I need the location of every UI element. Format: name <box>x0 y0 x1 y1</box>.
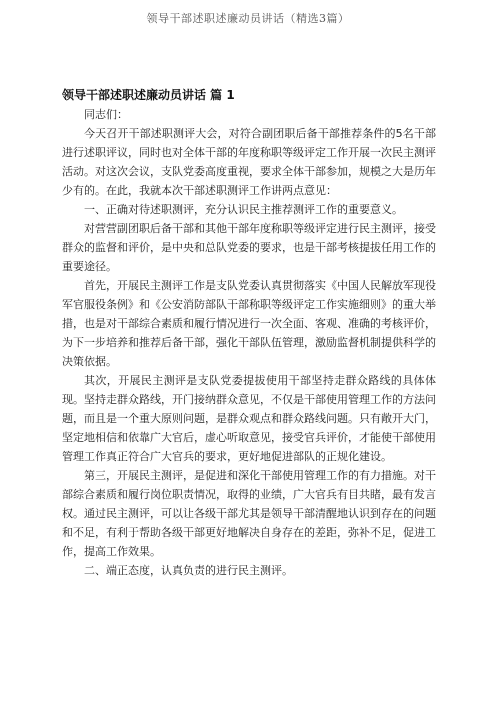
paragraph-third-point: 第三，开展民主测评，是促进和深化干部使用管理工作的有力措施。对干部综合素质和履行岗位职责情况，取得的业绩，广大官兵有目共睹，最有发言权。通过民主测评，可以让各级干部尤其是领导干部清醒地认识到存在的问题和不足，有利于帮助各级干部更好地解决自身存在的差距，弥补不足，促进工作，提高工作效果。 <box>62 469 436 558</box>
paragraph-section-one-heading: 一、正确对待述职测评，充分认识民主推荐测评工作的重要意义。 <box>84 203 403 216</box>
paragraph-second-point: 其次，开展民主测评是支队党委提拔使用干部坚持走群众路线的具体体现。坚持走群众路线，开门接纳群众意见，不仅是干部使用管理工作的方法问题，而且是一个重大原则问题，是群众观点和群众路线问题。只有敞开大门，坚定地相信和依靠广大官后，虚心听取意见，接受官兵评价，才能使干部使用管理工作真正符合广大官兵的要求，更好地促进部队的正规化建设。 <box>62 374 436 463</box>
paragraph-intro: 今天召开干部述职测评大会，对符合副团职后备干部推荐条件的5名干部进行述职评议，同时也对全体干部的年度称职等级评定工作开展一次民主测评活动。对这次会议，支队党委高度重视，要求全体干部参加，规模之大是历年少有的。在此，我就本次干部述职测评工作讲两点意见： <box>62 127 436 197</box>
paragraph-first-point: 首先，开展民主测评工作是支队党委认真贯彻落实《中国人民解放军现役军官服役条例》和《公安消防部队干部称职等级评定工作实施细则》的重大举措，也是对干部综合素质和履行情况进行一次全面、客观、准确的考核评价，为下一步培养和推荐后备干部，强化干部队伍管理，激励监督机制提供科学的决策依据。 <box>62 279 436 368</box>
article-body <box>62 86 436 580</box>
paragraph-section-two-heading: 二、端正态度，认真负责的进行民主测评。 <box>84 564 293 577</box>
paragraph-greeting: 同志们： <box>84 108 128 121</box>
article-title: 领导干部述职述廉动员讲话 篇 1 <box>62 88 235 102</box>
page-header-title: 领导干部述职述廉动员讲话（精选3篇） <box>146 12 350 25</box>
paragraph-section-one-body: 对营营副团职后备干部和其他干部年度称职等级评定进行民主测评，接受群众的监督和评价，是中央和总队党委的要求，也是干部考核提拔任用工作的重要途径。 <box>62 222 436 273</box>
